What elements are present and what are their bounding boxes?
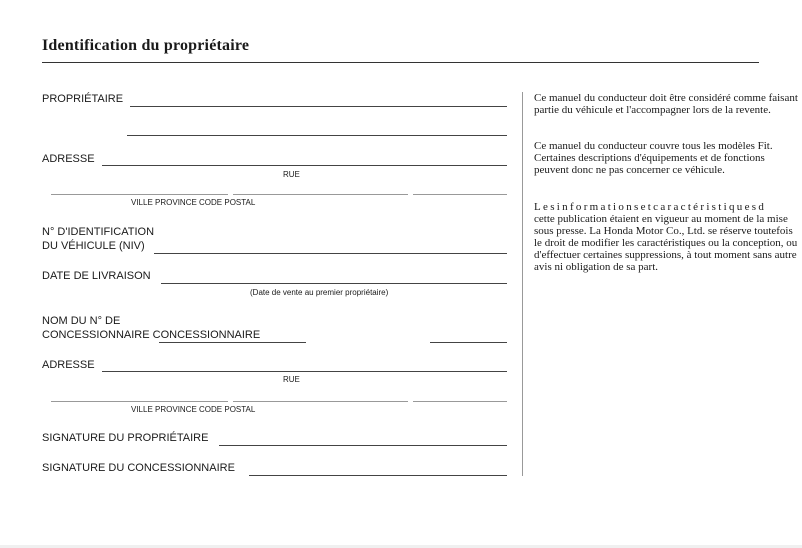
note-paragraph-3	[534, 201, 802, 273]
dealer-signature-label: SIGNATURE DU CONCESSIONNAIRE	[42, 462, 235, 474]
vin-field[interactable]	[154, 253, 507, 254]
dealer-number-field[interactable]	[430, 342, 507, 343]
street-field[interactable]	[102, 165, 507, 166]
postal-code-field[interactable]	[413, 194, 507, 195]
dealer-province-field[interactable]	[233, 401, 408, 402]
owner-signature-label: SIGNATURE DU PROPRIÉTAIRE	[42, 432, 209, 444]
delivery-date-caption: (Date de vente au premier propriétaire)	[250, 288, 389, 297]
note-paragraph-1: Ce manuel du conducteur doit être considéré comme faisant partie du véhicule et l'accompagner lors de la revente.	[534, 92, 798, 116]
title-rule	[42, 62, 759, 63]
city-caption: VILLE PROVINCE CODE POSTAL	[131, 198, 256, 207]
delivery-date-field[interactable]	[161, 283, 507, 284]
city-field[interactable]	[51, 194, 228, 195]
dealer-city-field[interactable]	[51, 401, 228, 402]
page-title: Identification du propriétaire	[42, 37, 250, 54]
owner-label: PROPRIÉTAIRE	[42, 93, 124, 105]
dealer-name-field[interactable]	[159, 342, 306, 343]
address-label: ADRESSE	[42, 153, 95, 165]
street-caption: RUE	[283, 170, 300, 179]
dealer-postal-code-field[interactable]	[413, 401, 507, 402]
note-paragraph-2: Ce manuel du conducteur couvre tous les modèles Fit. Certaines descriptions d'équipements et de fonctions peuvent donc ne pas concerner ce véhicule.	[534, 140, 773, 176]
note-paragraph-3-rest: cette publication étaient en vigueur au moment de la mise sous presse. La Honda Motor Co., Ltd. se réserve toutefois le droit de modifier les caractéristiques ou la conception, ou d'effectuer certaines suppressions, à tout moment sans autre avis ni obligation de sa part.	[534, 213, 798, 273]
dealer-label-line1: NOM DU N° DE	[42, 315, 121, 327]
vin-label-line2: DU VÉHICULE (NIV)	[42, 240, 145, 252]
dealer-address-label: ADRESSE	[42, 359, 95, 371]
dealer-street-caption: RUE	[283, 375, 300, 384]
vin-label-line1: N° D'IDENTIFICATION	[42, 226, 155, 238]
owner-signature-field[interactable]	[219, 445, 507, 446]
dealer-label-line2: CONCESSIONNAIRE CONCESSIONNAIRE	[42, 329, 261, 341]
owner-field-line2[interactable]	[127, 135, 507, 136]
owner-field[interactable]	[130, 106, 507, 107]
dealer-signature-field[interactable]	[249, 475, 507, 476]
dealer-street-field[interactable]	[102, 371, 507, 372]
dealer-city-caption: VILLE PROVINCE CODE POSTAL	[131, 405, 256, 414]
column-divider	[522, 92, 523, 476]
province-field[interactable]	[233, 194, 408, 195]
note-paragraph-3-first-line: Lesinformationsetcaractéristiquesd	[534, 201, 767, 213]
delivery-date-label: DATE DE LIVRAISON	[42, 270, 151, 282]
